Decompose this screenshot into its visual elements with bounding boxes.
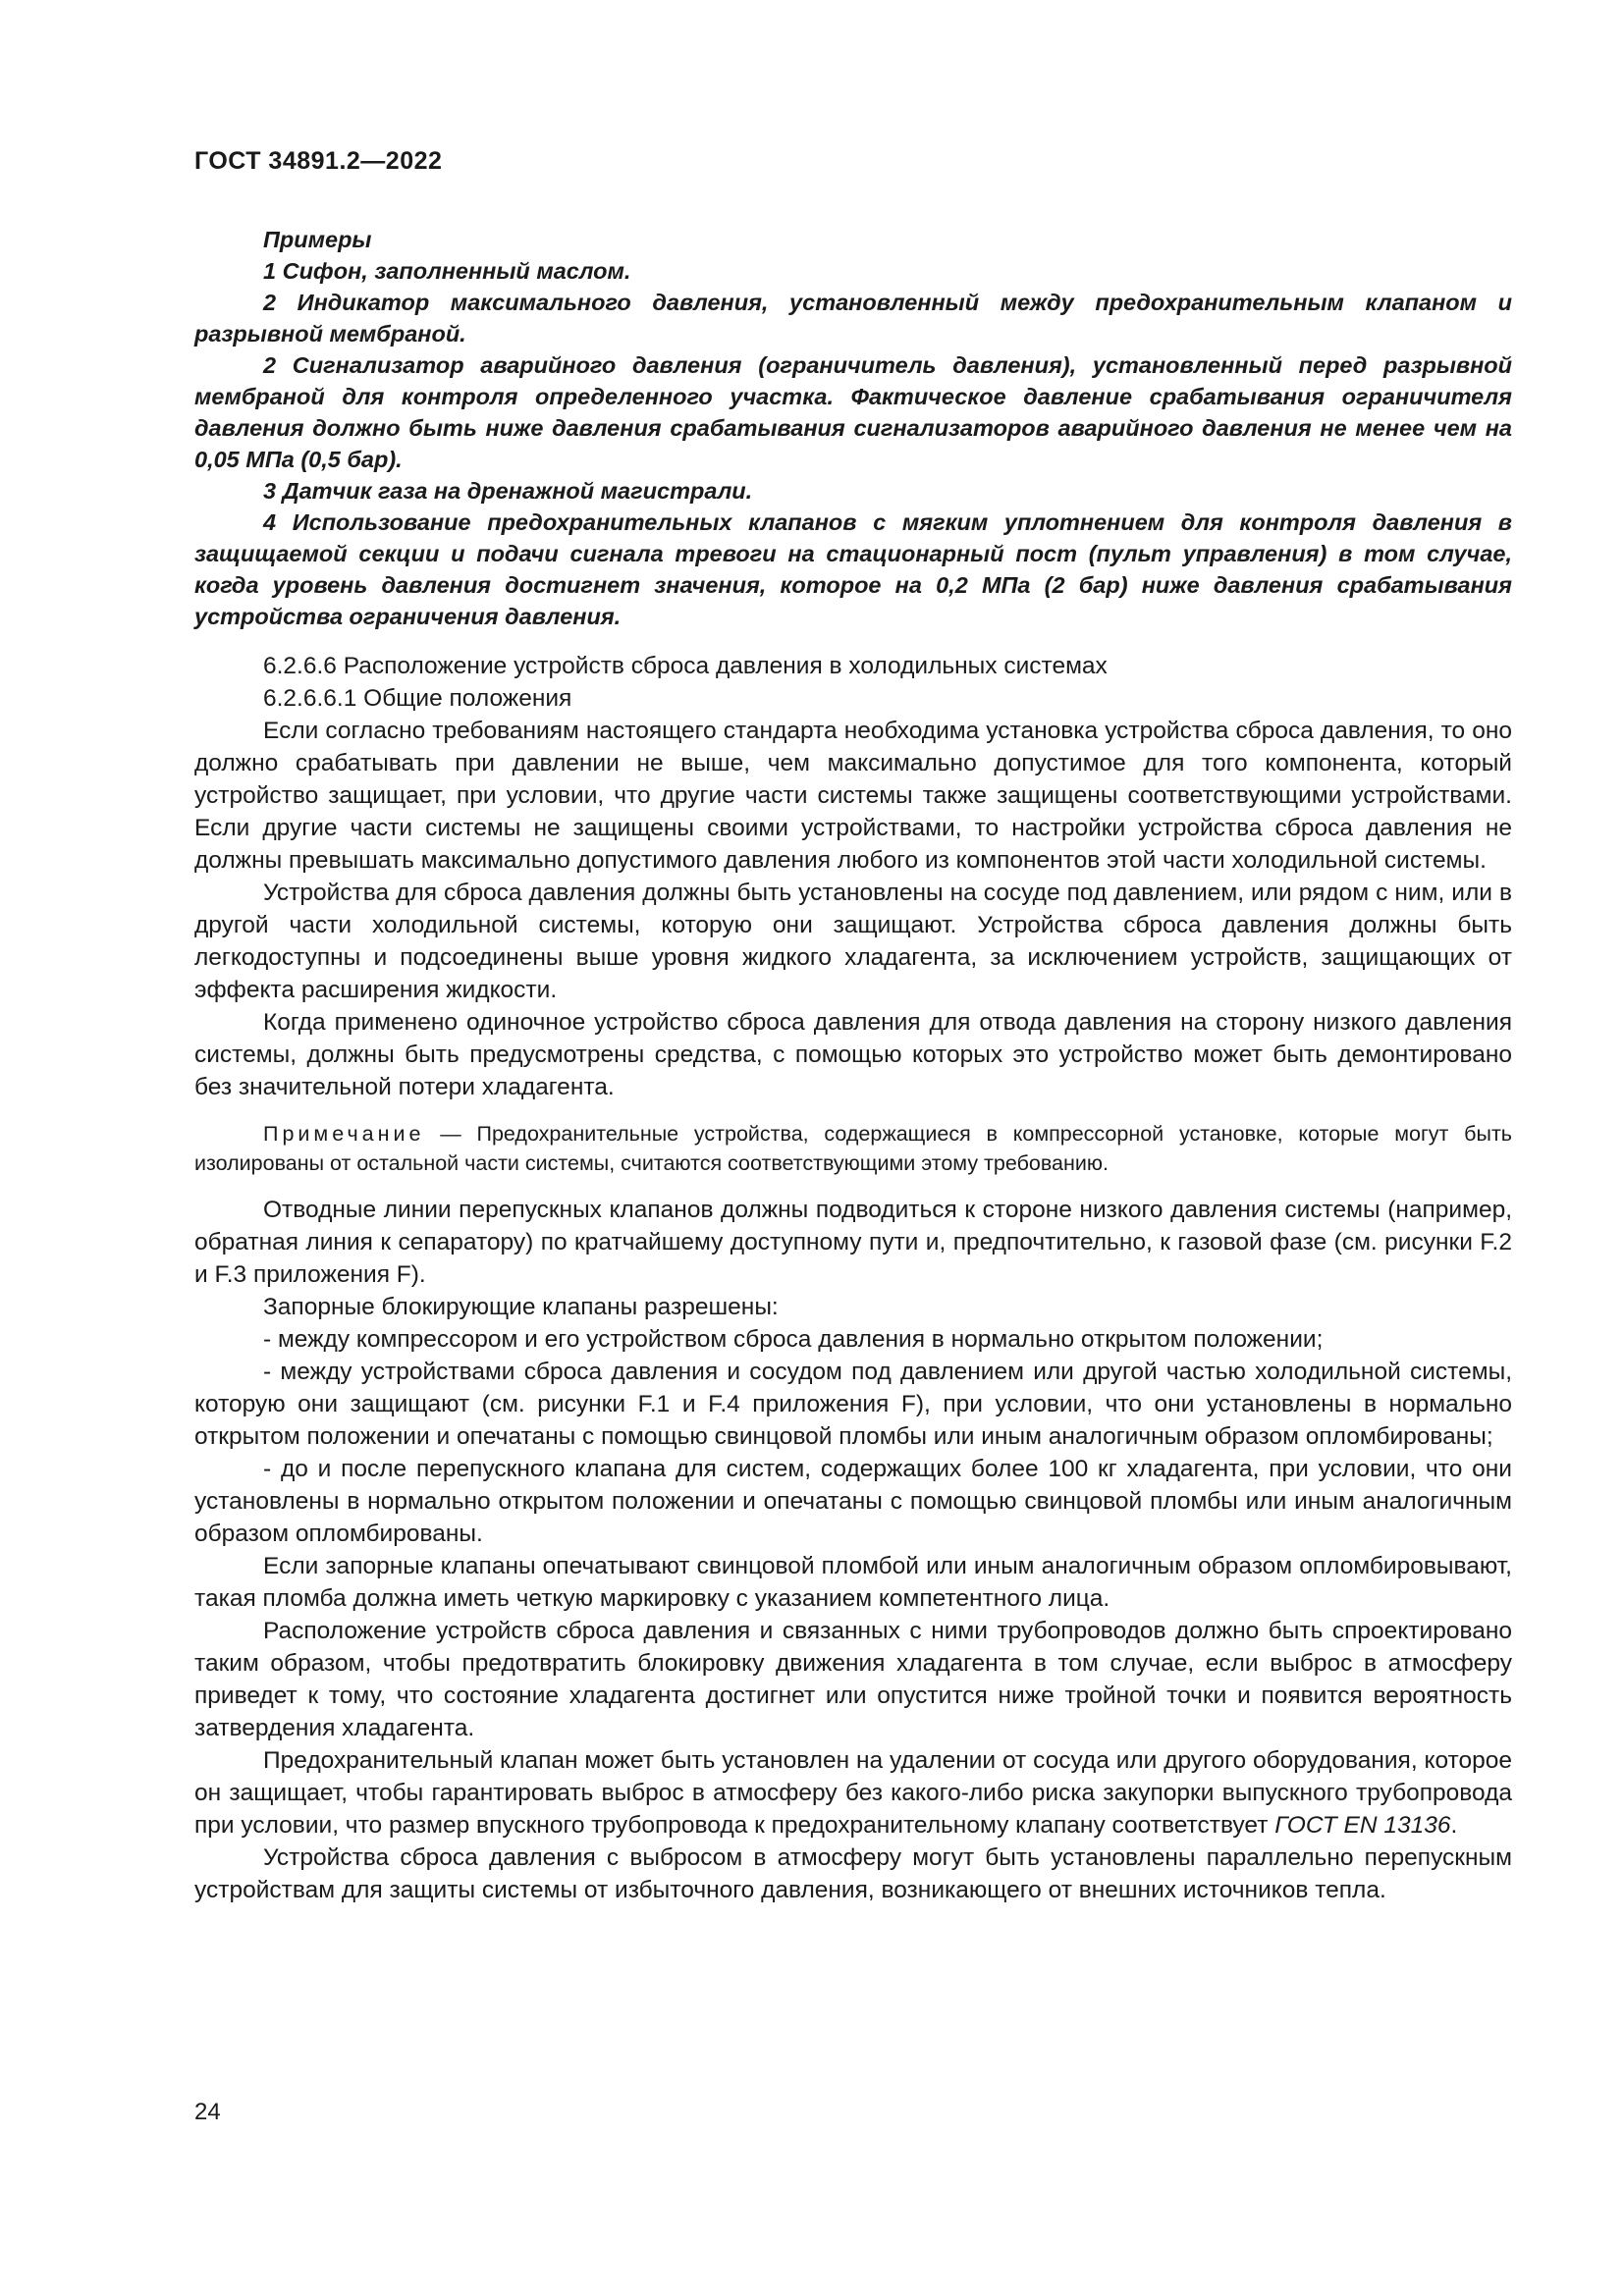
example-item: 3 Датчик газа на дренажной магистрали. — [263, 478, 753, 504]
list-item: - до и после перепускного клапана для систем, содержащих более 100 кг хладагента, при условии, что они установлены в нормально открытом положении и опечатаны с помощью свинцовой пломбы или иным аналогичным образом опломбированы. — [194, 1456, 1512, 1547]
examples-title: Примеры — [263, 227, 372, 252]
example-item: 1 Сифон, заполненный маслом. — [263, 258, 631, 284]
note-text: — Предохранительные устройства, содержащиеся в компрессорной установке, которые могут быть изолированы от остальной части системы, считаются соответствующими этому требованию. — [194, 1122, 1512, 1175]
example-item: 2 Сигнализатор аварийного давления (ограничитель давления), установленный перед разрывной мембраной для контроля определенного участка. Фактическое давление срабатывания ограничителя давления должно быть ниже давления срабатывания сигнализаторов аварийного давления не менее чем на 0,05 МПа (0,5 бар). — [194, 352, 1512, 472]
standard-reference: ГОСТ EN 13136 — [1274, 1812, 1451, 1839]
body-paragraph: Если согласно требованиям настоящего стандарта необходима установка устройства сброса давления, то оно должно срабатывать при давлении не выше, чем максимально допустимое для того компонента, который устройство защищает, при условии, что другие части системы также защищены соответствующими устройствами. Если другие части системы не защищены своими устройствами, то настройки устройства сброса давления не должны превышать максимально допустимого давления любого из компонентов этой части холодильной системы. — [194, 718, 1512, 874]
note-block — [194, 1119, 1512, 1178]
note-label: Примечание — [263, 1122, 425, 1146]
list-item: - между компрессором и его устройством сброса давления в нормально открытом положении; — [263, 1326, 1324, 1353]
list-item: - между устройствами сброса давления и сосудом под давлением или другой частью холодильной системы, которую они защищают (см. рисунки F.1 и F.4 приложения F), при условии, что они установлены в нормально открытом положении и опечатаны с помощью свинцовой пломбы или иным аналогичным образом опломбированы; — [194, 1359, 1512, 1450]
section-subheading: 6.2.6.6.1 Общие положения — [263, 685, 572, 712]
page-number: 24 — [194, 2099, 221, 2125]
spacer — [194, 632, 1512, 650]
body-paragraph — [194, 1744, 1512, 1842]
body-paragraph: Если запорные клапаны опечатывают свинцовой пломбой или иным аналогичным образом опломбировывают, такая пломба должна иметь четкую маркировку с указанием компетентного лица. — [194, 1553, 1512, 1612]
valve-text: Предохранительный клапан может быть установлен на удалении от сосуда или другого оборудования, которое он защищает, чтобы гарантировать выброс в атмосферу без какого-либо риска закупорки выпускного трубопровода при условии, что размер впускного трубопровода к предохранительному клапану соответствует — [194, 1747, 1512, 1839]
example-item: 2 Индикатор максимального давления, установленный между предохранительным клапаном и разрывной мембраной. — [194, 290, 1512, 347]
body-paragraph: Запорные блокирующие клапаны разрешены: — [263, 1294, 779, 1320]
example-item: 4 Использование предохранительных клапанов с мягким уплотнением для контроля давления в защищаемой секции и подачи сигнала тревоги на стационарный пост (пульт управления) в том случае, когда уровень давления достигнет значения, которое на 0,2 МПа (2 бар) ниже давления срабатывания устройства ограничения давления. — [194, 509, 1512, 629]
document-body — [194, 224, 1512, 1906]
document-header: ГОСТ 34891.2—2022 — [194, 147, 443, 175]
body-paragraph: Расположение устройств сброса давления и связанных с ними трубопроводов должно быть спроектировано таким образом, чтобы предотвратить блокировку движения хладагента в том случае, если выброс в атмосферу приведет к тому, что состояние хладагента достигнет или опустится ниже тройной точки и появится вероятность затвердения хладагента. — [194, 1618, 1512, 1741]
examples-block — [194, 224, 1512, 632]
note-paragraph — [194, 1119, 1512, 1178]
body-paragraph: Устройства для сброса давления должны быть установлены на сосуде под давлением, или рядом с ним, или в другой части холодильной системы, которую они защищают. Устройства сброса давления должны быть легкодоступны и подсоединены выше уровня жидкого хладагента, за исключением устройств, защищающих от эффекта расширения жидкости. — [194, 880, 1512, 1003]
body-paragraph: Устройства сброса давления с выбросом в атмосферу могут быть установлены параллельно перепускным устройствам для защиты системы от избыточного давления, возникающего от внешних источников тепла. — [194, 1844, 1512, 1903]
body-paragraph: Отводные линии перепускных клапанов должны подводиться к стороне низкого давления системы (например, обратная линия к сепаратору) по кратчайшему доступному пути и, предпочтительно, к газовой фазе (см. рисунки F.2 и F.3 приложения F). — [194, 1197, 1512, 1288]
valve-text-end: . — [1450, 1812, 1458, 1839]
section-heading: 6.2.6.6 Расположение устройств сброса давления в холодильных системах — [263, 653, 1108, 679]
body-paragraph: Когда применено одиночное устройство сброса давления для отвода давления на сторону низкого давления системы, должны быть предусмотрены средства, с помощью которых это устройство может быть демонтировано без значительной потери хладагента. — [194, 1009, 1512, 1100]
